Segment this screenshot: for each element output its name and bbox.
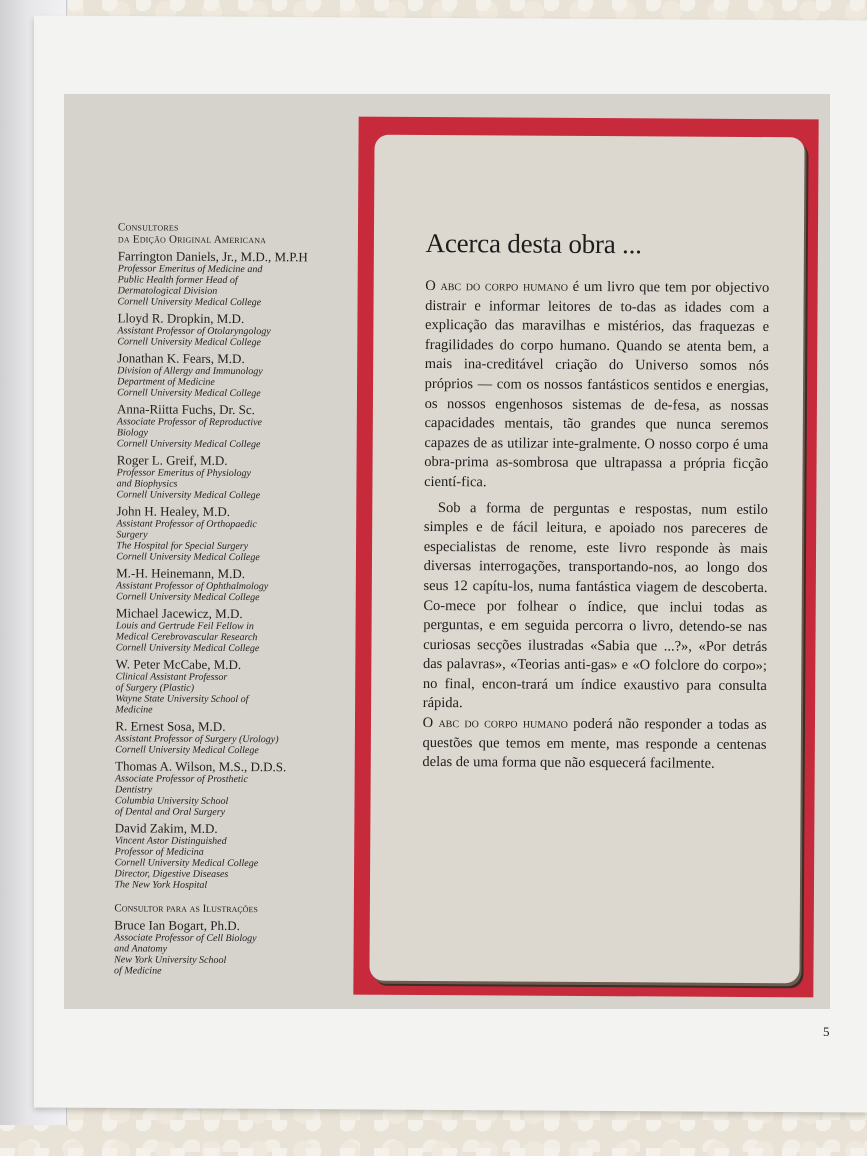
- consultant-role: Columbia University School: [114, 795, 229, 807]
- consultant-role: Louis and Gertrude Feil Fellow in: [115, 620, 254, 633]
- consultant-role: Assistant Professor of Orthopaedic: [116, 518, 257, 531]
- consultant-role: Medicine: [115, 704, 153, 716]
- page-number: 5: [823, 1024, 830, 1039]
- consultant-role: Associate Professor of Cell Biology: [114, 932, 257, 945]
- consultant-entry: [115, 719, 355, 756]
- consultant-name: John H. Healey, M.D.: [116, 503, 231, 519]
- consultants-subheading: da Edição Original Americana: [117, 233, 267, 247]
- consultant-role: Professor of Medicina: [114, 846, 204, 858]
- consultant-role: Associate Professor of Prosthetic: [115, 773, 248, 786]
- illustrations-heading: Consultor para as Ilustrações: [114, 902, 258, 916]
- consultant-entry: [117, 402, 357, 450]
- consultant-role: The Hospital for Special Surgery: [116, 540, 249, 553]
- consultant-role: of Surgery (Plastic): [115, 682, 195, 694]
- consultant-role: Department of Medicine: [117, 376, 215, 388]
- consultant-role: Assistant Professor of Otolaryngology: [117, 325, 271, 338]
- article-paragraph-3: O abc do corpo humano poderá não responder a todas as questões que temos em mente, mas responde a centenas delas de uma forma que não esquecerá facilmente.: [422, 715, 767, 772]
- consultant-role: Dermatological Division: [117, 285, 218, 297]
- consultant-role: Cornell University Medical College: [114, 857, 259, 870]
- consultant-role: Associate Professor of Reproductive: [116, 416, 263, 429]
- consultant-role: of Dental and Oral Surgery: [114, 806, 226, 818]
- consultant-name: Anna-Riitta Fuchs, Dr. Sc.: [116, 401, 255, 418]
- consultants-list: [114, 249, 357, 891]
- consultant-role: Professor Emeritus of Medicine and: [117, 263, 263, 276]
- consultant-role: Public Health former Head of: [117, 274, 238, 287]
- article-paragraph-1: O abc do corpo humano é um livro que tem por objectivo distrair e informar leitores de to-das as idades com a explicação das maravilhas e mistérios, das fraquezas e fragilidades do corpo humano. Quando se atenta bem, a mais ina-creditável criação do Universo somos nós próprios — com os nossos fantásticos sentidos e energias, os nossos engenhosos sistemas de de-fesa, as nossas capacidades mentais, tão grandes que nunca seremos capazes de as utilizar inte-gralmente. O nosso corpo é uma obra-prima as-sombrosa que ultrapassa a própria ficção cientí-fica.: [424, 277, 770, 491]
- consultant-name: Farrington Daniels, Jr., M.D., M.P.H: [117, 248, 308, 265]
- consultant-name: Jonathan K. Fears, M.D.: [117, 350, 245, 367]
- consultant-role: Cornell University Medical College: [116, 551, 260, 564]
- consultant-role: Wayne State University School of: [115, 693, 249, 706]
- consultant-name: Roger L. Greif, M.D.: [116, 452, 228, 468]
- consultant-entry: [115, 759, 355, 818]
- consultant-name: R. Ernest Sosa, M.D.: [115, 718, 226, 734]
- consultants-heading: Consultores: [117, 221, 179, 234]
- article-paragraph-2: Sob a forma de perguntas e respostas, num estilo simples e de fácil leitura, e apoiado nos pareceres de especialistas de renome, este livro responde às mais diversas interrogações, transportando-nos, ao longo dos seus 12 capítu-los, numa fantástica viagem de descoberta. Co-mece por folhear o índice, que inclui todas as perguntas, e em seguida percorra o livro, detendo-se nas curiosas secções ilustradas «Sabia que ...?», «Por detrás das palavras», «Teorias anti-gas» e «O folclore do corpo»; no final, encon-trará um índice exaustivo para consulta rápida.: [422, 499, 768, 712]
- consultant-role: Division of Allergy and Immunology: [117, 365, 263, 378]
- consultant-entry: [116, 606, 356, 654]
- consultant-role: Director, Digestive Diseases: [114, 868, 229, 880]
- consultant-entry: [117, 453, 357, 501]
- consultant-entry: [117, 311, 357, 348]
- consultant-role: Cornell University Medical College: [117, 336, 261, 349]
- consultant-role: and Anatomy: [114, 943, 168, 955]
- consultant-role: Biology: [116, 427, 149, 439]
- consultant-role: Medical Cerebrovascular Research: [115, 631, 258, 644]
- illustrations-consultant: [114, 918, 354, 977]
- consultant-role: Cornell University Medical College: [117, 296, 262, 309]
- consultant-name: W. Peter McCabe, M.D.: [115, 656, 242, 673]
- consultant-name: Michael Jacewicz, M.D.: [115, 605, 243, 622]
- consultant-role: New York University School: [114, 954, 227, 966]
- consultant-entry: [115, 657, 355, 716]
- book-name: abc do corpo humano: [440, 278, 569, 295]
- consultant-entry: [114, 821, 354, 891]
- consultant-role: Surgery: [116, 529, 148, 541]
- consultant-role: Cornell University Medical College: [116, 438, 261, 451]
- consultant-role: Dentistry: [114, 784, 153, 796]
- consultant-name: David Zakim, M.D.: [114, 820, 218, 836]
- consultant-role: Vincent Astor Distinguished: [114, 835, 227, 847]
- consultant-role: Cornell University Medical College: [117, 387, 261, 400]
- consultant-role: Cornell University Medical College: [115, 591, 260, 604]
- consultant-role: Professor Emeritus of Physiology: [116, 467, 252, 480]
- consultant-role: The New York Hospital: [114, 879, 208, 891]
- consultants-column: [114, 221, 358, 977]
- consultant-role: Assistant Professor of Ophthalmology: [116, 580, 269, 593]
- consultant-entry: [118, 249, 358, 308]
- consultant-role: of Medicine: [114, 965, 162, 977]
- article-title: Acerca desta obra ...: [425, 227, 642, 260]
- consultant-role: Cornell University Medical College: [115, 642, 260, 655]
- consultant-name: Bruce Ian Bogart, Ph.D.: [114, 917, 240, 934]
- consultant-role: Assistant Professor of Surgery (Urology): [115, 733, 279, 746]
- consultant-name: Lloyd R. Dropkin, M.D.: [117, 310, 245, 327]
- article: [422, 227, 769, 775]
- consultant-role: Cornell University Medical College: [116, 489, 261, 502]
- consultant-role: and Biophysics: [116, 478, 178, 490]
- consultant-entry: [117, 351, 357, 399]
- book-name: abc do corpo humano: [438, 715, 568, 732]
- consultant-entry: [116, 566, 356, 603]
- consultant-name: M.-H. Heinemann, M.D.: [116, 565, 246, 582]
- consultant-role: Clinical Assistant Professor: [115, 671, 228, 683]
- consultant-role: Cornell University Medical College: [115, 744, 259, 757]
- consultant-name: Thomas A. Wilson, M.S., D.D.S.: [115, 758, 287, 775]
- consultant-entry: [116, 504, 356, 563]
